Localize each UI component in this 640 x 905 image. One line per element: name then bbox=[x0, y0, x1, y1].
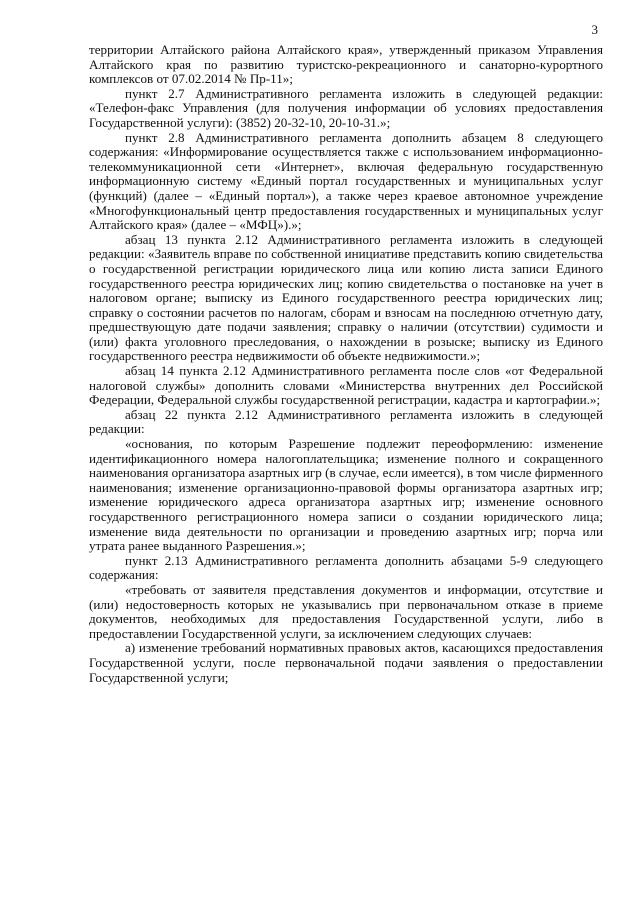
paragraph-6: абзац 22 пункта 2.12 Административного регламента изложить в следующей редакции: bbox=[89, 406, 603, 437]
paragraph-4: абзац 13 пункта 2.12 Административного регламента изложить в следующей редакции: «Заявитель вправе по собственной инициативе представить копию свидетельства о государственной регистрации юридического лица или копию листа записи Единого государственного реестра юридических лиц; копию свидетельства о постановке на учет в налоговом органе; выписку из Единого государственного реестра юридических лиц; справку о состоянии расчетов по налогам, сборам и взносам на последнюю отчетную дату, предшествующую дате подачи заявления; справку о наличии (отсутствии) судимости и (или) факта уголовного преследования, о нахождении в розыске; выписку из Единого государственного реестра недвижимости об объекте недвижимости.»; bbox=[89, 231, 603, 364]
document-body bbox=[89, 43, 603, 685]
paragraph-2: пункт 2.7 Административного регламента изложить в следующей редакции: «Телефон-факс Управления (для получения информации об условиях предоставления Государственной услуги): (3852) 20-32-10, 20-10-31.»; bbox=[89, 85, 603, 130]
paragraph-7: «основания, по которым Разрешение подлежит переоформлению: изменение идентификационного номера налогоплательщика; изменение полного и сокращенного наименования организатора азартных игр (в случае, если имеется), в том числе фирменного наименования; изменение организационно-правовой формы организатора азартных игр; изменение юридического адреса организатора азартных игр; изменение основного государственного регистрационного номера записи о создании юридического лица; изменение вида деятельности по организации и проведению азартных игр; порча или утрата ранее выданного Разрешения.»; bbox=[89, 436, 603, 554]
paragraph-3: пункт 2.8 Административного регламента дополнить абзацем 8 следующего содержания: «Информирование осуществляется также с использованием информационно-телекоммуникационной сети «Интернет», включая федеральную государственную информационную систему «Единый портал государственных и муниципальных услуг (функций) (далее – «Единый портал»), а также через краевое автономное учреждение «Многофункциональный центр предоставления государственных и муниципальных услуг Алтайского края» (далее – «МФЦ»).»; bbox=[89, 129, 603, 233]
paragraph-9: «требовать от заявителя представления документов и информации, отсутствие и (или) недостоверность которых не указывались при первоначальном отказе в приеме документов, необходимых для предоставления Государственной услуги, либо в предоставлении Государственной услуги, за исключением следующих случаев: bbox=[89, 581, 603, 641]
paragraph-8: пункт 2.13 Административного регламента дополнить абзацами 5-9 следующего содержания: bbox=[89, 552, 603, 583]
paragraph-5: абзац 14 пункта 2.12 Административного регламента после слов «от Федеральной налоговой службы» дополнить словами «Министерства внутренних дел Российской Федерации, Федеральной службы государственной регистрации, кадастра и картографии.»; bbox=[89, 363, 603, 408]
page-number: 3 bbox=[591, 22, 598, 37]
paragraph-1: территории Алтайского района Алтайского края», утвержденный приказом Управления Алтайского края по развитию туристско-рекреационного и санаторно-курортного комплексов от 07.02.2014 № Пр-11»; bbox=[89, 42, 603, 87]
paragraph-10: а) изменение требований нормативных правовых актов, касающихся предоставления Государственной услуги, после первоначальной подачи заявления о предоставлении Государственной услуги; bbox=[89, 640, 603, 685]
